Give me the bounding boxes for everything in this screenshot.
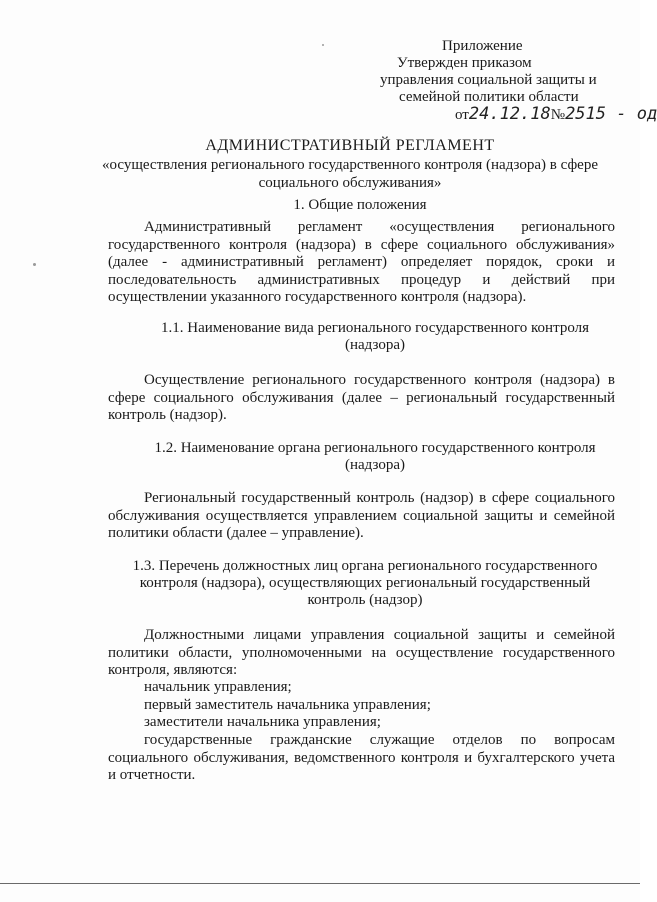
section-1-1-heading: 1.1. Наименование вида регионального государственного контроля (надзора) bbox=[160, 320, 590, 353]
handwritten-date: 24.12.18 bbox=[468, 104, 551, 124]
list-item bbox=[108, 679, 615, 697]
section-general-text: Административный регламент «осуществления регионального государственного контроля (надзора) в сфере социального обслуживания» (далее - административный регламент) определяет порядок, сроки и последовательность административных процедур и действий при осуществлении указанного государственного контроля (надзора). bbox=[108, 219, 615, 305]
official-item-3: заместители начальника управления; bbox=[144, 714, 381, 730]
document-subtitle-line-1: «осуществления регионального государственного контроля (надзора) в сфере bbox=[102, 157, 598, 173]
section-general-heading: 1. Общие положения bbox=[293, 197, 427, 213]
official-item-2: первый заместитель начальника управления; bbox=[144, 697, 431, 713]
document-title: АДМИНИСТРАТИВНЫЙ РЕГЛАМЕНТ bbox=[205, 137, 495, 154]
section-1-1-text: Осуществление регионального государственного контроля (надзора) в сфере социального обслуживания (далее – региональный государственный контроль (надзор). bbox=[108, 372, 615, 423]
official-item-1: начальник управления; bbox=[144, 679, 292, 695]
appendix-label: Приложение bbox=[442, 38, 523, 54]
official-item-4: государственные гражданские служащие отделов по вопросам социального обслуживания, ведомственного контроля и бухгалтерского учета и отчетности. bbox=[108, 732, 615, 783]
department-line-1: управления социальной защиты и bbox=[380, 72, 597, 88]
scan-speck bbox=[33, 263, 36, 266]
section-1-3-heading-line-1: 1.3. Перечень должностных лиц органа регионального государственного bbox=[132, 558, 598, 574]
section-general-paragraph bbox=[108, 219, 615, 307]
approval-stamp-block bbox=[380, 38, 657, 124]
section-1-3-paragraph bbox=[108, 627, 615, 680]
department-line-2: семейной политики области bbox=[399, 89, 579, 105]
section-1-2-paragraph bbox=[108, 490, 615, 543]
date-prefix: от bbox=[455, 107, 469, 123]
section-1-3-text: Должностными лицами управления социальной защиты и семейной политики области, уполномоченными на осуществление государственного контроля, являются: bbox=[108, 627, 615, 678]
list-item bbox=[108, 697, 615, 715]
order-date-number-line bbox=[380, 104, 657, 124]
section-1-2-text: Региональный государственный контроль (надзор) в сфере социального обслуживания осуществляется управлением социальной защиты и семейной политики области (далее – управление). bbox=[108, 490, 615, 541]
section-1-3-heading-line-3: контроль (надзор) bbox=[307, 592, 423, 608]
section-1-2-heading: 1.2. Наименование органа регионального государственного контроля (надзора) bbox=[154, 440, 596, 473]
handwritten-order-number: 2515 - од bbox=[565, 104, 657, 124]
scan-speck bbox=[322, 44, 324, 46]
document-title-block bbox=[90, 137, 610, 192]
list-item bbox=[108, 714, 615, 732]
number-sign: № bbox=[550, 107, 566, 123]
document-subtitle-line-2: социального обслуживания» bbox=[258, 175, 442, 191]
list-item bbox=[108, 732, 615, 785]
section-1-3-heading-line-2: контроля (надзора), осуществляющих региональный государственный bbox=[139, 575, 591, 591]
approved-by-order-label: Утвержден приказом bbox=[397, 55, 532, 71]
section-1-3-heading bbox=[120, 558, 610, 609]
section-1-1-paragraph bbox=[108, 372, 615, 425]
page-bottom-edge bbox=[0, 883, 640, 884]
